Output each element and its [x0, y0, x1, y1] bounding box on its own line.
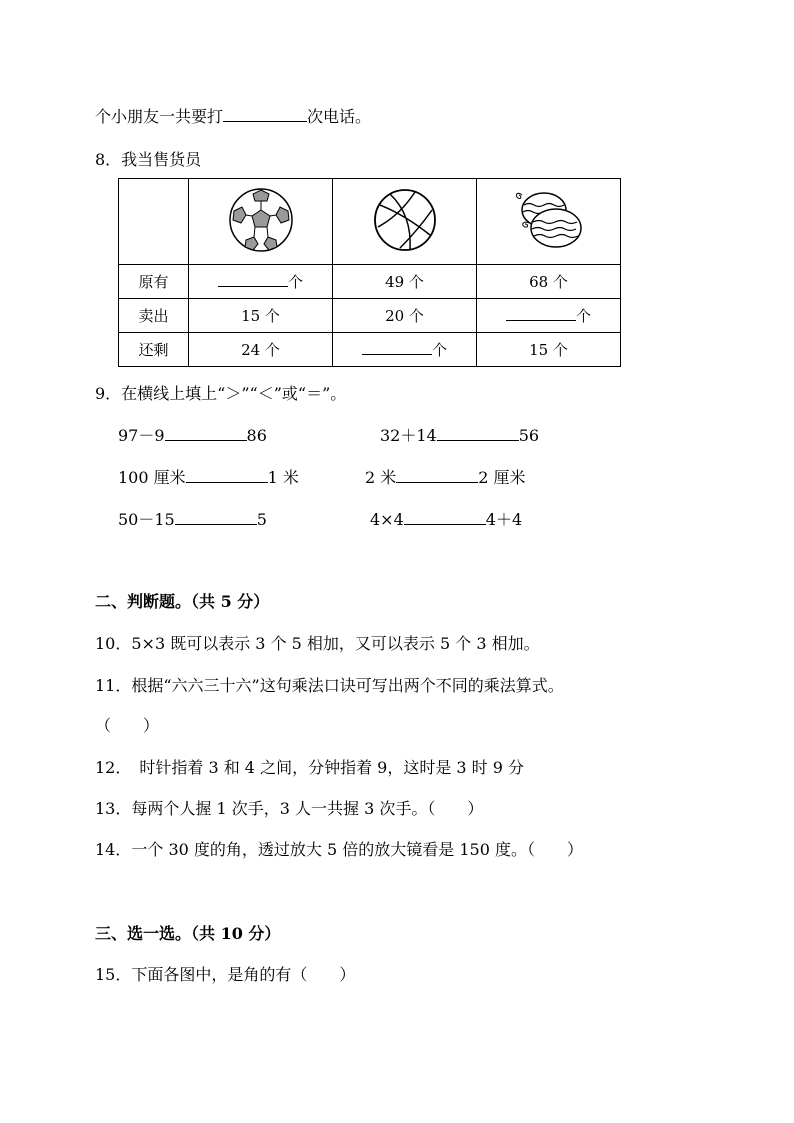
answer-blank[interactable] [223, 120, 307, 122]
answer-blank[interactable] [396, 481, 478, 483]
q8-title: 8．我当售货员 [95, 150, 202, 169]
goods-table [118, 178, 621, 367]
question-11: 11．根据“六六三十六”这句乘法口诀可写出两个不同的乘法算式。 [95, 676, 564, 695]
question-10: 10．5×3 既可以表示 3 个 5 相加，又可以表示 5 个 3 相加。 [95, 634, 540, 653]
compare-item: 32＋14 56 [380, 426, 540, 445]
answer-blank[interactable] [165, 439, 247, 441]
compare-item: 50－15 5 [118, 510, 267, 529]
basketball-icon [370, 185, 440, 255]
header-empty-cell [119, 179, 189, 265]
question-13: 13．每两个人握 1 次手，3 人一共握 3 次手。（ ） [95, 799, 484, 818]
answer-blank[interactable] [506, 319, 576, 321]
table-row [119, 333, 621, 367]
table-cell: 68 个 [477, 265, 621, 299]
answer-blank[interactable] [362, 353, 432, 355]
table-cell: 个 [333, 333, 477, 367]
soccer-ball-icon [226, 185, 296, 255]
table-row [119, 265, 621, 299]
row-label: 卖出 [119, 299, 189, 333]
question-15: 15．下面各图中，是角的有（ ） [95, 965, 356, 984]
answer-blank[interactable] [186, 481, 268, 483]
answer-blank[interactable] [404, 523, 486, 525]
answer-blank[interactable] [218, 285, 288, 287]
answer-blank[interactable] [175, 523, 257, 525]
row-label: 还剩 [119, 333, 189, 367]
basketball-cell [333, 179, 477, 265]
row-label: 原有 [119, 265, 189, 299]
section-heading: 二、判断题。（共 5 分） [95, 592, 270, 611]
watermelon-cell [477, 179, 621, 265]
watermelon-icon [509, 185, 589, 255]
section-heading: 三、选一选。（共 10 分） [95, 924, 281, 943]
answer-blank[interactable] [437, 439, 519, 441]
question-12: 12． 时针指着 3 和 4 之间，分钟指着 9，这时是 3 时 9 分 [95, 758, 525, 777]
compare-item: 97－9 86 [118, 426, 267, 445]
soccer-ball-cell [189, 179, 333, 265]
table-cell: 15 个 [189, 299, 333, 333]
question-14: 14．一个 30 度的角，透过放大 5 倍的放大镜看是 150 度。（ ） [95, 840, 583, 859]
table-cell: 20 个 [333, 299, 477, 333]
table-cell: 个 [477, 299, 621, 333]
compare-item: 4×4 4＋4 [370, 510, 523, 529]
table-row [119, 299, 621, 333]
table-cell: 15 个 [477, 333, 621, 367]
table-cell: 24 个 [189, 333, 333, 367]
q9-title: 9．在横线上填上“＞”“＜”或“＝”。 [95, 384, 347, 403]
table-cell: 个 [189, 265, 333, 299]
answer-parentheses[interactable]: （ ） [95, 716, 160, 735]
compare-item: 2 米 2 厘米 [365, 468, 526, 487]
q7-tail: 个小朋友一共要打 次电话。 [95, 107, 372, 126]
compare-item: 100 厘米 1 米 [118, 468, 299, 487]
table-cell: 49 个 [333, 265, 477, 299]
